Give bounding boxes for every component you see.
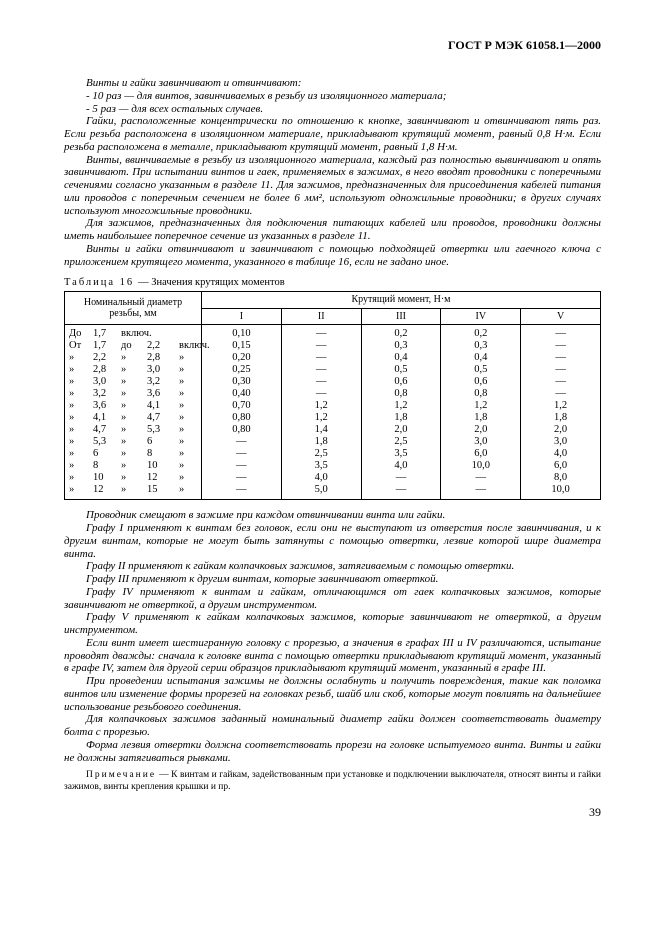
torque-value-cell: — [202,436,282,448]
torque-value-cell: 5,0 [281,484,361,500]
torque-value-cell: 0,70 [202,400,282,412]
diameter-cell [65,340,210,352]
table-row [65,388,601,400]
diameter-token: » [121,472,127,484]
diameter-token: От [69,340,82,352]
diameter-token: 3,2 [93,388,107,400]
paragraph: Если винт имеет шестигранную головку с прорезью, а значения в графах III и IV различаются, испытание проводят дважды: сначала к головке винта с помощью отвертки прикладывают крутящий момент, указанный в графе IV, затем для другой серии образцов прикладывают крутящий момент, указанный в графе III. [64,636,601,675]
diameter-token: 2,8 [93,364,107,376]
torque-value-cell: — [521,364,601,376]
torque-value-cell: — [521,325,601,341]
paragraph: Форма лезвия отвертки должна соответствовать прорези на головке испытуемого винта. Винты и гайки не должны затягиваться рывками. [64,738,601,764]
table-row [65,364,601,376]
column-header-I: I [202,308,282,325]
diameter-token: До [69,328,82,340]
paragraph: Гайки, расположенные концентрически по отношению к кнопке, завинчивают и отвинчивают пять раз. Если резьба расположена в изоляционном материале, прикладывают крутящий момент, равный 0,8 Н·м. Если резьба расположена в металле, прикладывают крутящий момент, равный 1,8 Н·м. [64,115,601,153]
table-row [65,340,601,352]
column-header-IV: IV [441,308,521,325]
torque-value-cell: 1,8 [441,412,521,424]
diameter-token: » [179,436,185,448]
paragraph: Для зажимов, предназначенных для подключения питающих кабелей или проводов, проводники должны иметь наибольшее поперечное сечение из указанных в разделе 11. [64,217,601,242]
diameter-cell [65,364,202,376]
torque-value-cell: — [521,340,601,352]
diameter-token: » [69,400,75,412]
table-caption-label: Таблица 16 [64,277,135,289]
diameter-cell [65,484,202,500]
diameter-cell [65,472,202,484]
diameter-token: » [121,388,127,400]
diameter-token: » [179,364,185,376]
torque-value-cell: — [521,376,601,388]
paragraph: Винты и гайки завинчивают и отвинчивают: [86,77,302,89]
diameter-token: 2,2 [93,352,107,364]
diameter-cell [65,424,202,436]
paragraph: Винты и гайки отвинчивают и завинчивают с помощью подходящей отвертки или гаечного ключа с приложением крутящего момента, указанного в таблице 16, если не задано иное. [64,242,601,268]
table-row [65,472,601,484]
document-id: ГОСТ Р МЭК 61058.1—2000 [448,38,601,52]
diameter-token: 8 [147,448,153,460]
torque-value-cell: 3,0 [441,436,521,448]
torque-value-cell: 0,8 [361,388,441,400]
torque-value-cell: 0,40 [202,388,282,400]
torque-value-cell: — [281,388,361,400]
torque-value-cell: 0,80 [202,424,282,436]
torque-value-cell: 8,0 [521,472,601,484]
diameter-token: 4,1 [147,400,161,412]
diameter-token: » [121,460,127,472]
diameter-token: 15 [147,484,158,496]
diameter-token: 8 [93,460,99,472]
diameter-token: 3,6 [93,400,107,412]
diameter-cell [65,388,202,400]
diameter-token: » [121,352,127,364]
torque-value-cell: 4,0 [361,460,441,472]
diameter-cell [65,448,202,460]
diameter-token: » [121,424,127,436]
torque-value-cell: 1,8 [361,412,441,424]
diameter-token: » [69,376,75,388]
table-row [65,352,601,364]
page-number: 39 [589,805,601,820]
diameter-token: » [69,424,75,436]
diameter-token: » [121,364,127,376]
diameter-token: 5,3 [147,424,161,436]
diameter-token: » [179,424,185,436]
diameter-token: » [179,400,185,412]
paragraph: Графу III применяют к другим винтам, которые завинчивают отверткой. [86,573,439,585]
paragraph: При проведении испытания зажимы не должны ослабнуть и получить повреждения, такие как поломка винтов или изменение формы прорезей на головках резьб, шайб или скоб, которые могут повлиять на дальнейшее использование резьбового соединения. [64,675,601,713]
note-paragraph [64,770,601,793]
paragraph: - 10 раз — для винтов, завинчиваемых в резьбу из изоляционного материала; [86,89,447,102]
diameter-cell [65,460,202,472]
diameter-token: до [121,340,132,352]
diameter-token: » [69,412,75,424]
torque-value-cell: 10,0 [441,460,521,472]
torque-value-cell: 6,0 [521,460,601,472]
torque-value-cell: 1,8 [521,412,601,424]
torque-value-cell: — [202,448,282,460]
torque-column-header: Крутящий момент, Н·м [202,292,601,309]
diameter-cell [65,436,202,448]
column-header-III: III [361,308,441,325]
torque-table-head [65,292,601,325]
diameter-token: 10 [147,460,158,472]
torque-value-cell: 2,0 [521,424,601,436]
diameter-token: 12 [147,472,158,484]
table-row [65,448,601,460]
torque-value-cell: — [281,376,361,388]
table-row [65,460,601,472]
diameter-token: включ. [121,328,152,340]
diameter-token: » [179,376,185,388]
diameter-token: » [69,484,75,496]
diameter-token: » [179,388,185,400]
paragraph: Графу I применяют к винтам без головок, если они не выступают из отверстия после завинчивания, и к другим винтам, которые не могут быть затянуты с помощью отвертки, лезвие которой шире диаметра винта. [64,522,601,560]
torque-value-cell: 0,2 [441,325,521,341]
torque-value-cell: — [521,388,601,400]
diameter-cell [65,412,202,424]
diameter-token: » [179,460,185,472]
diameter-token: » [121,484,127,496]
diameter-token: » [69,460,75,472]
diameter-token: » [121,376,127,388]
torque-value-cell: — [361,484,441,500]
diameter-token: » [69,352,75,364]
diameter-token: 1,7 [93,328,107,340]
diameter-token: » [179,352,185,364]
torque-value-cell: 2,5 [361,436,441,448]
paragraph: Проводник смещают в зажиме при каждом отвинчивании винта или гайки. [86,509,446,522]
torque-value-cell: 0,2 [361,325,441,341]
torque-value-cell: 0,80 [202,412,282,424]
diameter-token: 5,3 [93,436,107,448]
diameter-token: 3,0 [93,376,107,388]
diameter-token: 4,7 [147,412,161,424]
diameter-token: » [69,448,75,460]
diameter-token: » [121,448,127,460]
diameter-token: 4,7 [93,424,107,436]
table-caption-title: — Значения крутящих моментов [138,277,285,289]
diameter-cell [65,352,202,364]
diameter-token: 2,8 [147,352,161,364]
diameter-token: » [69,436,75,448]
torque-value-cell: 1,2 [361,400,441,412]
torque-value-cell: 3,5 [281,460,361,472]
torque-value-cell: 0,10 [202,325,282,341]
torque-table [64,291,601,500]
torque-value-cell: 0,5 [441,364,521,376]
diameter-token: 6 [93,448,99,460]
paragraph: - 5 раз — для всех остальных случаев. [86,102,264,115]
torque-value-cell: 0,4 [441,352,521,364]
torque-value-cell: 1,8 [281,436,361,448]
table-row [65,325,601,341]
diameter-token: 12 [93,484,104,496]
torque-value-cell: 6,0 [441,448,521,460]
column-header-II: II [281,308,361,325]
diameter-token: 3,2 [147,376,161,388]
torque-value-cell: 1,2 [441,400,521,412]
torque-value-cell: 0,4 [361,352,441,364]
diameter-token: 10 [93,472,104,484]
table-row [65,436,601,448]
torque-value-cell: 1,2 [281,412,361,424]
diameter-token: 3,6 [147,388,161,400]
diameter-token: » [69,388,75,400]
torque-value-cell: 0,3 [361,340,441,352]
note-text: — К винтам и гайкам, задействованным при установке и подключении выключателя, относят винты и гайки зажимов, винты крепления крышки и пр. [64,770,601,792]
diameter-token: 4,1 [93,412,107,424]
diameter-token: включ. [179,340,210,352]
diameter-cell [65,376,202,388]
diameter-token: » [69,364,75,376]
table-row [65,400,601,412]
torque-value-cell: 0,20 [202,352,282,364]
diameter-token: 3,0 [147,364,161,376]
torque-value-cell: — [202,484,282,500]
torque-value-cell: 0,3 [441,340,521,352]
paragraph: Для колпачковых зажимов заданный номинальный диаметр гайки должен соответствовать диаметру болта с прорезью. [64,713,601,738]
table-row [65,424,601,436]
table-header-row-1 [65,292,601,309]
torque-value-cell: — [281,340,361,352]
torque-value-cell: — [441,472,521,484]
torque-value-cell: — [202,460,282,472]
torque-value-cell: 0,5 [361,364,441,376]
torque-table-body [65,325,601,500]
torque-value-cell: — [281,364,361,376]
torque-value-cell: 0,30 [202,376,282,388]
torque-value-cell: 0,6 [441,376,521,388]
column-header-V: V [521,308,601,325]
note-label: Примечание [86,770,157,781]
torque-value-cell: 2,0 [441,424,521,436]
diameter-column-header: Номинальный диаметр резьбы, мм [65,292,202,325]
diameter-token: » [121,436,127,448]
table-caption [64,277,601,288]
torque-value-cell: — [281,325,361,341]
diameter-token: » [179,448,185,460]
torque-value-cell: 4,0 [521,448,601,460]
paragraph: Винты, ввинчиваемые в резьбу из изоляционного материала, каждый раз полностью вывинчивают и опять завинчивают. При испытании винтов и гаек, применяемых в зажимах, в него вводят проводники с поперечными сечениями согласно указанным в разделе 11. Для зажимов, предназначенных для присоединения кабелей питания или проводов с поперечным сечением не более 6 мм², используют одножильные проводники; в других случаях используют многожильные проводники. [64,153,601,217]
paragraph: Графу IV применяют к винтам и гайкам, отличающимся от гаек колпачковых зажимов, которые завинчивают не отверткой, а другим инструментом. [64,585,601,611]
torque-value-cell: 1,2 [281,400,361,412]
torque-value-cell: 0,25 [202,364,282,376]
diameter-token: » [121,412,127,424]
torque-value-cell: — [521,352,601,364]
torque-value-cell: 0,6 [361,376,441,388]
table-row [65,484,601,500]
torque-value-cell: 2,0 [361,424,441,436]
diameter-token: » [179,484,185,496]
torque-value-cell: 3,0 [521,436,601,448]
torque-value-cell: — [441,484,521,500]
torque-value-cell: 0,15 [202,340,282,352]
torque-value-cell: 10,0 [521,484,601,500]
torque-value-cell: 1,4 [281,424,361,436]
intro-paragraphs [64,77,601,268]
paragraph: Графу V применяют к гайкам колпачковых зажимов, которые завинчивают не отверткой, а другим инструментом. [64,611,601,636]
diameter-token: » [121,400,127,412]
diameter-token: » [179,472,185,484]
diameter-token: 6 [147,436,153,448]
torque-value-cell: — [281,352,361,364]
torque-value-cell: — [202,472,282,484]
torque-value-cell: 3,5 [361,448,441,460]
torque-value-cell: — [361,472,441,484]
after-table-paragraphs [64,509,601,764]
diameter-cell [65,325,202,341]
torque-value-cell: 0,8 [441,388,521,400]
diameter-cell [65,400,202,412]
table-row [65,376,601,388]
diameter-token: » [179,412,185,424]
torque-value-cell: 2,5 [281,448,361,460]
torque-value-cell: 4,0 [281,472,361,484]
diameter-token: 1,7 [93,340,107,352]
paragraph: Графу II применяют к гайкам колпачковых зажимов, затягиваемым с помощью отвертки. [86,560,515,573]
diameter-token: » [69,472,75,484]
table-row [65,412,601,424]
diameter-token: 2,2 [147,340,161,352]
torque-value-cell: 1,2 [521,400,601,412]
